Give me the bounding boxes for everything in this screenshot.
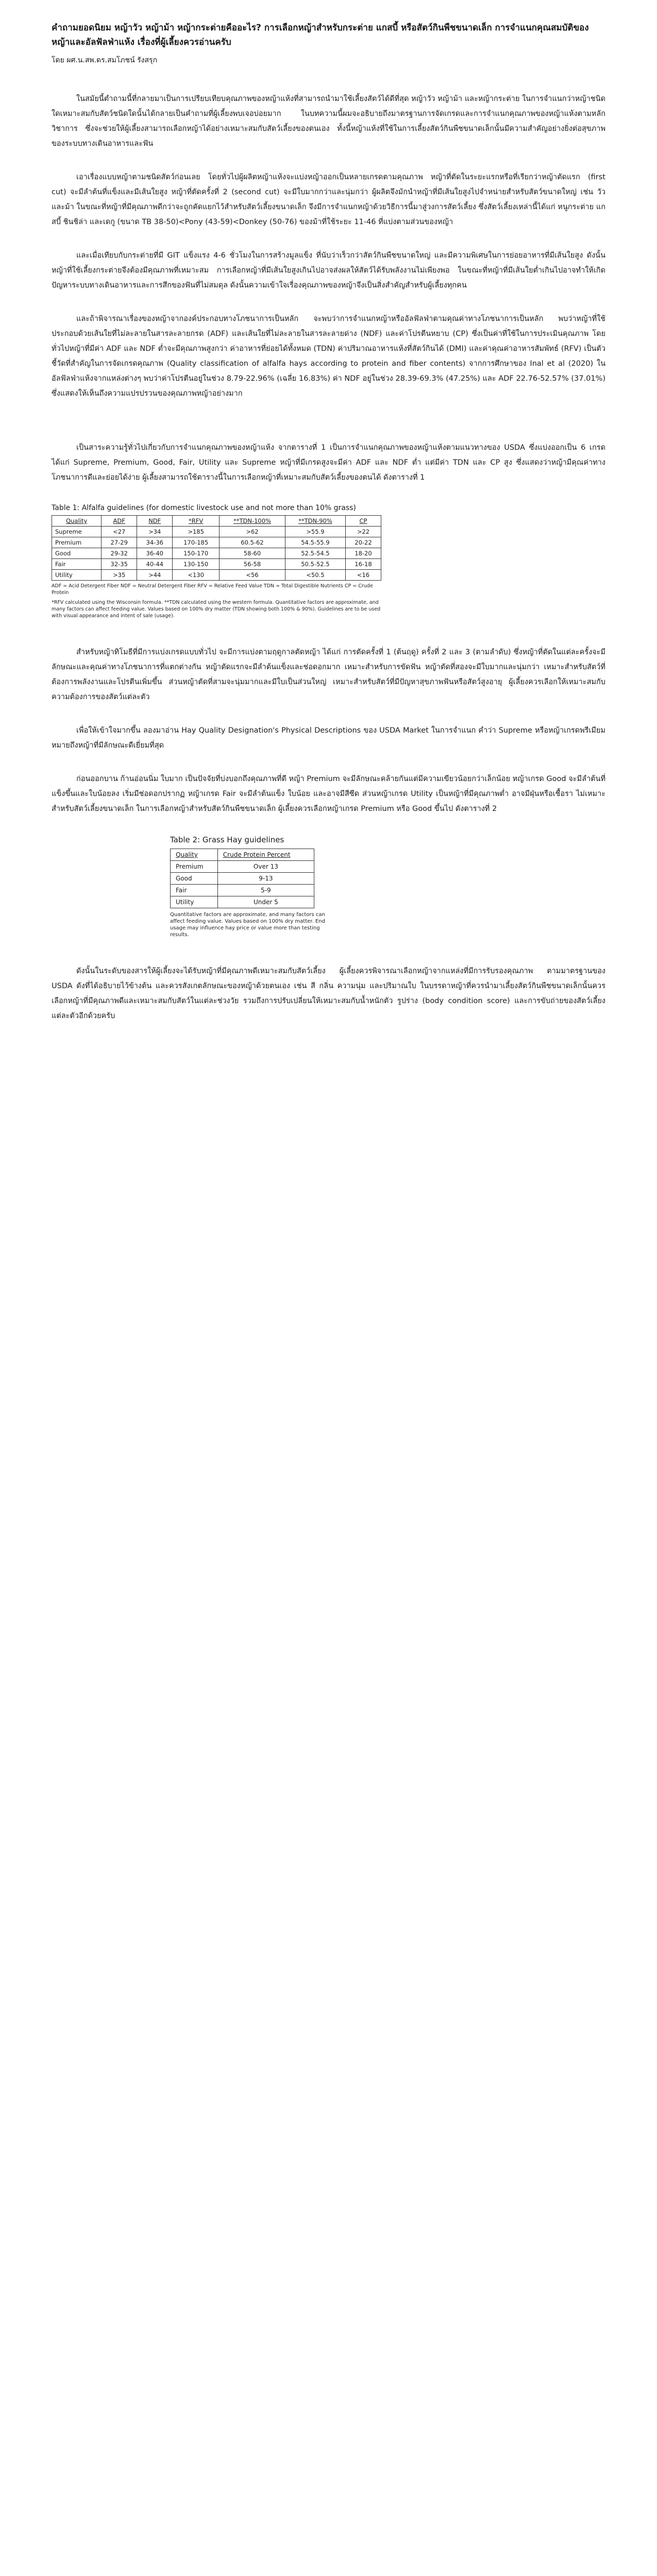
table-cell: >35 xyxy=(102,570,137,581)
paragraph: ในสมัยนี้ตำถามนี้ที่กลายมาเป็นการเปรียบเทียบคุณภาพของหญ้าแห้งที่สามารถนำมาใช้เลี้ยงสัตว์ได้ดีที่สุด หญ้าวัว หญ้าม้า และหญ้ากระต่าย ในการจำแนกว่าหญ้าชนิดใดเหมาะสมกับสัตว์ชนิดใดนั้นได้กลายเป็นคำถามที่ผู้เลี้ยงพบเจอบ่อยมาก ในบทความนี้ผมจะอธิบายถึงมาตรฐานการจัดเกรดและการจำแนกคุณภาพของหญ้าแห้งตามหลักวิชาการ ซึ่งจะช่วยให้ผู้เลี้ยงสามารถเลือกหญ้าได้อย่างเหมาะสมกับสัตว์เลี้ยงของตนเอง ทั้งนี้หญ้าแห้งที่ใช้ในการเลี้ยงสัตว์กินพืชขนาดเล็กนั้นมีความสำคัญอย่างยิ่งต่อสุขภาพของระบบทางเดินอาหารและฟัน xyxy=(52,95,605,148)
table-2-note: Quantitative factors are approximate, and many factors can affect feeding value. Values based on 100% dry matter. End usage may influence hay price or value more than testing results. xyxy=(170,912,325,938)
table-cell: 130-150 xyxy=(173,559,220,570)
table-cell: 54.5-55.9 xyxy=(285,537,345,548)
table-row xyxy=(52,570,381,581)
table-cell: 5-9 xyxy=(217,885,314,896)
table-cell: <56 xyxy=(220,570,285,581)
table-cell: 20-22 xyxy=(345,537,381,548)
table-row xyxy=(52,559,381,570)
table-row xyxy=(171,861,314,873)
table-cell: <27 xyxy=(102,527,137,537)
table-cell: >44 xyxy=(137,570,173,581)
table-row xyxy=(171,873,314,885)
table-header: ADF xyxy=(102,516,137,527)
table-cell: 40-44 xyxy=(137,559,173,570)
table-cell: Fair xyxy=(171,885,218,896)
table-cell: 60.5-62 xyxy=(220,537,285,548)
table-cell: 16-18 xyxy=(345,559,381,570)
table-1-footnote: *RFV calculated using the Wisconsin formula. **TDN calculated using the western formula. Quantitative factors are approximate, and many factors can affect feeding value. Values based on 100% dry matter (TDN showing both 100% & 90%). Guidelines are to be used with visual appearance and intent of sale (usage). xyxy=(52,600,381,619)
table-cell: 170-185 xyxy=(173,537,220,548)
table-1-caption: Table 1: Alfalfa guidelines (for domestic livestock use and not more than 10% grass) xyxy=(52,504,356,512)
table-cell: 27-29 xyxy=(102,537,137,548)
table-cell: Good xyxy=(52,548,102,559)
paragraph: เพื่อให้เข้าใจมากขึ้น ลองมาอ่าน Hay Quality Designation's Physical Descriptions ของ USDA Market ในการจำแนก คำว่า Supreme หรือหญ้าเกรดพรีเมียม หมายถึงหญ้าที่มีลักษณะดีเยี่ยมที่สุด xyxy=(52,726,605,750)
table-cell: <50.5 xyxy=(285,570,345,581)
table-cell: Fair xyxy=(52,559,102,570)
article xyxy=(52,21,605,1042)
table-cell: Premium xyxy=(52,537,102,548)
table-header: CP xyxy=(345,516,381,527)
table-row xyxy=(52,537,381,548)
alfalfa-guidelines-table xyxy=(52,515,381,581)
table-cell: Utility xyxy=(171,896,218,908)
table-cell: 52.5-54.5 xyxy=(285,548,345,559)
table-header: NDF xyxy=(137,516,173,527)
paragraph: สำหรับหญ้าทิโมธีที่มีการแบ่งเกรดแบบทั่วไป จะมีการแบ่งตามฤดูกาลตัดหญ้า ได้แก่ การตัดครั้งที่ 1 (ต้นฤดู) ครั้งที่ 2 และ 3 (ตามลำดับ) ซึ่งหญ้าที่ตัดในแต่ละครั้งจะมีลักษณะและคุณค่าทางโภชนาการที่แตกต่างกัน หญ้าตัดแรกจะมีลำต้นแข็งและช่อดอกมาก เหมาะสำหรับการขัดฟัน หญ้าตัดที่สองจะมีใบมากและนุ่มกว่า เหมาะสำหรับสัตว์ที่ต้องการพลังงานและโปรตีนเพิ่มขึ้น ส่วนหญ้าตัดที่สามจะนุ่มมากและมีใบเป็นส่วนใหญ่ เหมาะสำหรับสัตว์ที่มีปัญหาสุขภาพฟันหรือสัตว์สูงอายุ ผู้เลี้ยงควรเลือกให้เหมาะสมกับความต้องการของสัตว์แต่ละตัว xyxy=(52,648,605,701)
table-row xyxy=(171,896,314,908)
paragraph: และเมื่อเทียบกับกระต่ายที่มี GIT แข็งแรง 4-6 ชั่วโมงในการสร้างมูลแข็ง ที่นับว่าเร็วกว่าสัตว์กินพืชขนาดใหญ่ และมีความพิเศษในการย่อยอาหารที่มีเส้นใยสูง ดังนั้นหญ้าที่ใช้เลี้ยงกระต่ายจึงต้องมีคุณภาพที่เหมาะสม การเลือกหญ้าที่มีเส้นใยสูงเกินไปอาจส่งผลให้สัตว์ได้รับพลังงานไม่เพียงพอ ในขณะที่หญ้าที่มีเส้นใยต่ำเกินไปอาจทำให้เกิดปัญหาระบบทางเดินอาหารและการสึกของฟันที่ไม่สมดุล ดังนั้นความเข้าใจเรื่องคุณภาพของหญ้าจึงเป็นสิ่งสำคัญสำหรับผู้เลี้ยงทุกคน xyxy=(52,251,605,290)
table-cell: 150-170 xyxy=(173,548,220,559)
table-cell: >185 xyxy=(173,527,220,537)
table-cell: Under 5 xyxy=(217,896,314,908)
paragraph: เอาเรื่องแบบหญ้าตามชนิดสัตว์ก่อนเลย โดยทั่วไปผู้ผลิตหญ้าแห้งจะแบ่งหญ้าออกเป็นหลายเกรดตามคุณภาพ หญ้าที่ตัดในระยะแรกหรือที่เรียกว่าหญ้าตัดแรก (first cut) จะมีลำต้นที่แข็งและมีเส้นใยสูง หญ้าที่ตัดครั้งที่ 2 (second cut) จะมีใบมากกว่าและนุ่มกว่า ผู้ผลิตจึงมักนำหญ้าที่มีเส้นใยสูงไปจำหน่ายสำหรับสัตว์ขนาดใหญ่ เช่น วัวและม้า ในขณะที่หญ้าที่มีคุณภาพดีกว่าจะถูกคัดแยกไว้สำหรับสัตว์เลี้ยงขนาดเล็ก จึงมีการจำแนกหญ้าด้วยวิธีการนี้มาสู่วงการสัตว์เลี้ยง ซึ่งสัตว์เลี้ยงเหล่านี้ได้แก่ หนูกระต่าย แกสบี้ ชินชิล่า และเดกู (ขนาด TB 38-50)<Pony (43-59)<Donkey (50-76) ของม้าที่ใช้ระยะ 11-46 ที่แบ่งตามส่วนของหญ้า xyxy=(52,173,605,226)
table-cell: <16 xyxy=(345,570,381,581)
table-cell: >62 xyxy=(220,527,285,537)
table-cell: >34 xyxy=(137,527,173,537)
table-cell: Good xyxy=(171,873,218,885)
table-cell: Over 13 xyxy=(217,861,314,873)
table-header: *RFV xyxy=(173,516,220,527)
table-cell: 36-40 xyxy=(137,548,173,559)
paragraph: และถ้าพิจารณาเรื่องของหญ้าจากองค์ประกอบทางโภชนาการเป็นหลัก จะพบว่าการจำแนกหญ้าหรืออัลฟัลฟ่าตามคุณค่าทางโภชนาการเป็นหลัก พบว่าหญ้าที่ใช้ประกอบด้วยเส้นใยที่ไม่ละลายในสารละลายกรด (ADF) และเส้นใยที่ไม่ละลายในสารละลายด่าง (NDF) และค่าโปรตีนหยาบ (CP) ซึ่งเป็นค่าที่ใช้ในการประเมินคุณภาพ โดยทั่วไปหญ้าที่มีค่า ADF และ NDF ต่ำจะมีคุณภาพสูงกว่า ค่าอาหารที่ย่อยได้ทั้งหมด (TDN) ค่าปริมาณอาหารแห้งที่สัตว์กินได้ (DMI) และค่าคุณค่าอาหารสัมพัทธ์ (RFV) เป็นตัวชี้วัดที่สำคัญในการจัดเกรดคุณภาพ (Quality classification of alfalfa hays according to protein and fiber contents) จากการศึกษาของ Inal et al (2020) ในอัลฟัลฟ่าแห้งจากแหล่งต่างๆ พบว่าค่าโปรตีนอยู่ในช่วง 8.79-22.96% (เฉลี่ย 16.83%) ค่า NDF อยู่ในช่วง 28.39-69.3% (47.25%) และ ADF 22.76-52.57% (37.01%) ซึ่งแสดงให้เห็นถึงความแปรปรวนของคุณภาพหญ้าอย่างมาก xyxy=(52,315,605,398)
table-header: Crude Protein Percent xyxy=(217,849,314,861)
grass-hay-guidelines-table xyxy=(170,849,314,908)
table-cell: >22 xyxy=(345,527,381,537)
table-cell: <130 xyxy=(173,570,220,581)
table-cell: Supreme xyxy=(52,527,102,537)
table-cell: Utility xyxy=(52,570,102,581)
table-cell: 56-58 xyxy=(220,559,285,570)
table-cell: 9-13 xyxy=(217,873,314,885)
article-title: คำถามยอดนิยม หญ้าวัว หญ้าม้า หญ้ากระต่ายคืออะไร? การเลือกหญ้าสำหรับกระต่าย แกสบี้ หรือสัตว์กินพืชขนาดเล็ก การจำแนกคุณสมบัติของหญ้าและอัลฟัลฟ่าแห้ง เรื่องที่ผู้เลี้ยงควรอ่านครับ xyxy=(52,23,589,47)
table-cell: 58-60 xyxy=(220,548,285,559)
table-2-block xyxy=(52,835,605,938)
table-row xyxy=(52,548,381,559)
table-row xyxy=(52,527,381,537)
table-1-block xyxy=(52,504,605,619)
table-cell: >55.9 xyxy=(285,527,345,537)
paragraph: เป็นสาระความรู้ทั่วไปเกี่ยวกับการจำแนกคุณภาพของหญ้าแห้ง จากตารางที่ 1 เป็นการจำแนกคุณภาพของหญ้าแห้งตามแนวทางของ USDA ซึ่งแบ่งออกเป็น 6 เกรด ได้แก่ Supreme, Premium, Good, Fair, Utility และ Supreme หญ้าที่มีเกรดสูงจะมีค่า ADF และ NDF ต่ำ แต่มีค่า TDN และ CP สูง ซึ่งแสดงว่าหญ้ามีคุณค่าทางโภชนาการดีและย่อยได้ง่าย ผู้เลี้ยงสามารถใช้ตารางนี้ในการเลือกหญ้าที่เหมาะสมกับสัตว์เลี้ยงของตนได้ ดังตารางที่ 1 xyxy=(52,444,605,482)
paragraph: ก่อนออกบาน ก้านอ่อนนิ่ม ใบมาก เป็นปัจจัยที่บ่งบอกถึงคุณภาพที่ดี หญ้า Premium จะมีลักษณะคล้ายกันแต่มีความเขียวน้อยกว่าเล็กน้อย หญ้าเกรด Good จะมีลำต้นที่แข็งขึ้นและใบน้อยลง เริ่มมีช่อดอกปรากฏ หญ้าเกรด Fair จะมีลำต้นแข็ง ใบน้อย และอาจมีสีซีด ส่วนหญ้าเกรด Utility เป็นหญ้าที่มีคุณภาพต่ำ อาจมีฝุ่นหรือเชื้อรา ไม่เหมาะสำหรับสัตว์เลี้ยงขนาดเล็ก ในการเลือกหญ้าสำหรับสัตว์กินพืชขนาดเล็ก ผู้เลี้ยงควรเลือกหญ้าเกรด Premium หรือ Good ขึ้นไป ดังตารางที่ 2 xyxy=(52,775,605,813)
author-line: โดย ผศ.น.สพ.ดร.สมโภชน์ รังสรุก xyxy=(52,56,158,64)
table-header: **TDN-90% xyxy=(285,516,345,527)
table-cell: 29-32 xyxy=(102,548,137,559)
table-header: Quality xyxy=(171,849,218,861)
table-header: **TDN-100% xyxy=(220,516,285,527)
closing-paragraph: ดังนั้นในระดับของสารให้ผู้เลี้ยงจะได้รับหญ้าที่มีคุณภาพดีเหมาะสมกับสัตว์เลี้ยง ผู้เลี้ยงควรพิจารณาเลือกหญ้าจากแหล่งที่มีการรับรองคุณภาพ ตามมาตรฐานของ USDA ดังที่ได้อธิบายไว้ข้างต้น และควรสังเกตลักษณะของหญ้าด้วยตนเอง เช่น สี กลิ่น ความนุ่ม และปริมาณใบ ในบรรดาหญ้าที่ควรนำมาเลี้ยงสัตว์กินพืชขนาดเล็กนั้นควรเลือกหญ้าที่มีคุณภาพดีและเหมาะสมกับสัตว์ในแต่ละช่วงวัย รวมถึงการปรับเปลี่ยนให้เหมาะสมกับน้ำหนักตัว รูปร่าง (body condition score) และการขับถ่ายของสัตว์เลี้ยงแต่ละตัวอีกด้วยครับ xyxy=(52,967,605,1020)
table-2-caption: Table 2: Grass Hay guidelines xyxy=(170,835,284,844)
table-header: Quality xyxy=(52,516,102,527)
table-cell: 32-35 xyxy=(102,559,137,570)
table-1-abbreviations: ADF = Acid Detergent Fiber NDF = Neutral Detergent Fiber RFV = Relative Feed Value TDN = Total Digestible Nutrients CP = Crude Protein xyxy=(52,583,373,596)
table-cell: 50.5-52.5 xyxy=(285,559,345,570)
table-cell: Premium xyxy=(171,861,218,873)
table-cell: 34-36 xyxy=(137,537,173,548)
table-row xyxy=(171,885,314,896)
table-cell: 18-20 xyxy=(345,548,381,559)
